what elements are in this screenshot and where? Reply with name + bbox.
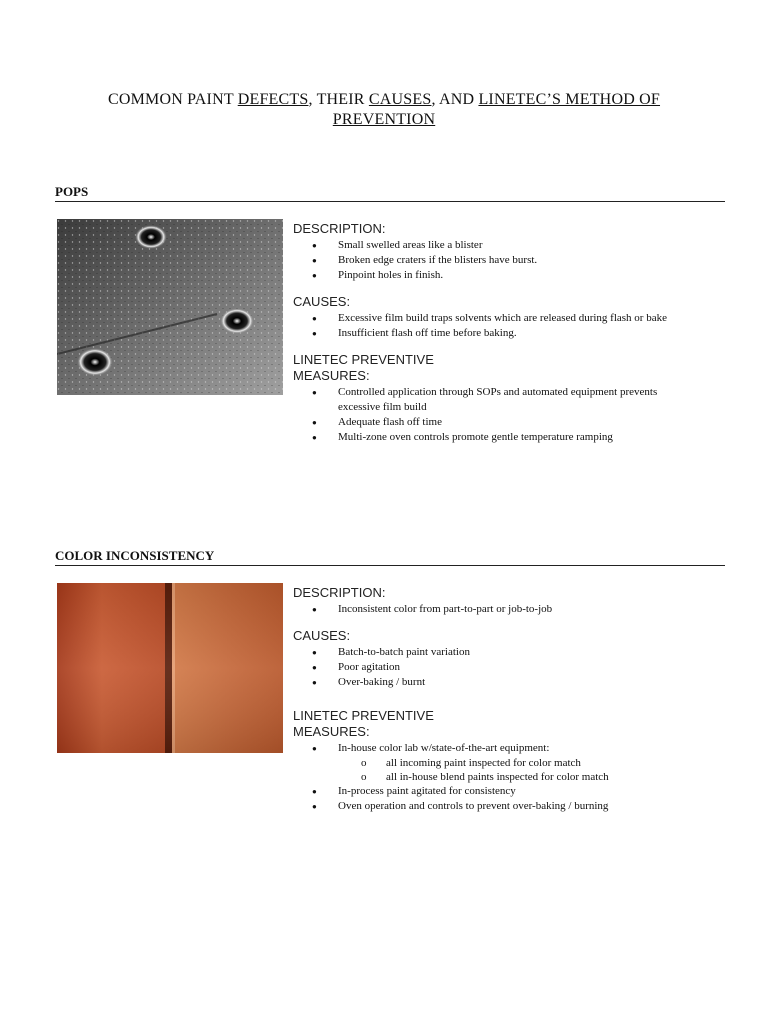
color-measures-list bbox=[293, 741, 733, 756]
title-part-3: , AND bbox=[431, 91, 479, 108]
page-title bbox=[60, 90, 708, 130]
list-item: ● Batch-to-batch paint variation bbox=[293, 645, 733, 660]
list-item: ● Controlled application through SOPs and automated equipment prevents excessive film build bbox=[293, 385, 688, 415]
pops-causes-label: CAUSES: bbox=[293, 294, 351, 309]
pops-causes-list bbox=[293, 311, 733, 341]
pops-measures-label-2: MEASURES: bbox=[293, 368, 370, 383]
list-item: ● Oven operation and controls to prevent over-baking / burning bbox=[293, 799, 733, 814]
title-part-2: , THEIR bbox=[308, 91, 369, 108]
section-heading-color-inconsistency: COLOR INCONSISTENCY bbox=[55, 548, 725, 566]
color-measures-sublist bbox=[338, 756, 733, 784]
list-item: ● In-process paint agitated for consistency bbox=[293, 784, 733, 799]
color-measures-list-rest bbox=[293, 784, 733, 814]
list-item: ● Small swelled areas like a blister bbox=[293, 238, 733, 253]
list-item: ● Poor agitation bbox=[293, 660, 733, 675]
list-item: ● Adequate flash off time bbox=[293, 415, 733, 430]
pops-measures-list bbox=[293, 385, 733, 445]
list-item: ● Excessive film build traps solvents which are released during flash or bake bbox=[293, 311, 733, 326]
title-part-1: COMMON PAINT bbox=[107, 91, 238, 108]
list-item: ● Pinpoint holes in finish. bbox=[293, 268, 733, 283]
color-description-label: DESCRIPTION: bbox=[293, 585, 386, 600]
pops-measures-label-1: LINETEC PREVENTIVE bbox=[293, 352, 434, 367]
color-inconsistency-photo bbox=[57, 583, 283, 759]
list-item: ● Inconsistent color from part-to-part or job-to-job bbox=[293, 602, 733, 617]
section-heading-pops: POPS bbox=[55, 184, 725, 202]
pops-defect-photo bbox=[57, 219, 283, 395]
title-causes: CAUSES bbox=[368, 91, 432, 108]
color-inconsistency-details bbox=[293, 585, 733, 814]
color-description-list bbox=[293, 602, 733, 617]
sub-list-item: o all in-house blend paints inspected for color match bbox=[338, 770, 733, 784]
title-defects: DEFECTS bbox=[237, 91, 309, 108]
title-linetec: LINETEC’S METHOD OF PREVENTION bbox=[332, 91, 661, 128]
sub-list-item: o all incoming paint inspected for color match bbox=[338, 756, 733, 770]
color-measures-label-2: MEASURES: bbox=[293, 724, 370, 739]
pops-details bbox=[293, 221, 733, 445]
pops-description-label: DESCRIPTION: bbox=[293, 221, 386, 236]
list-item: ● Over-baking / burnt bbox=[293, 675, 733, 690]
color-measures-label-1: LINETEC PREVENTIVE bbox=[293, 708, 434, 723]
list-item: ● Multi-zone oven controls promote gentle temperature ramping bbox=[293, 430, 733, 445]
list-item: ● In-house color lab w/state-of-the-art equipment: bbox=[293, 741, 733, 756]
list-item: ● Insufficient flash off time before baking. bbox=[293, 326, 733, 341]
color-causes-label: CAUSES: bbox=[293, 628, 351, 643]
pops-description-list bbox=[293, 238, 733, 283]
color-causes-list bbox=[293, 645, 733, 690]
list-item: ● Broken edge craters if the blisters have burst. bbox=[293, 253, 733, 268]
